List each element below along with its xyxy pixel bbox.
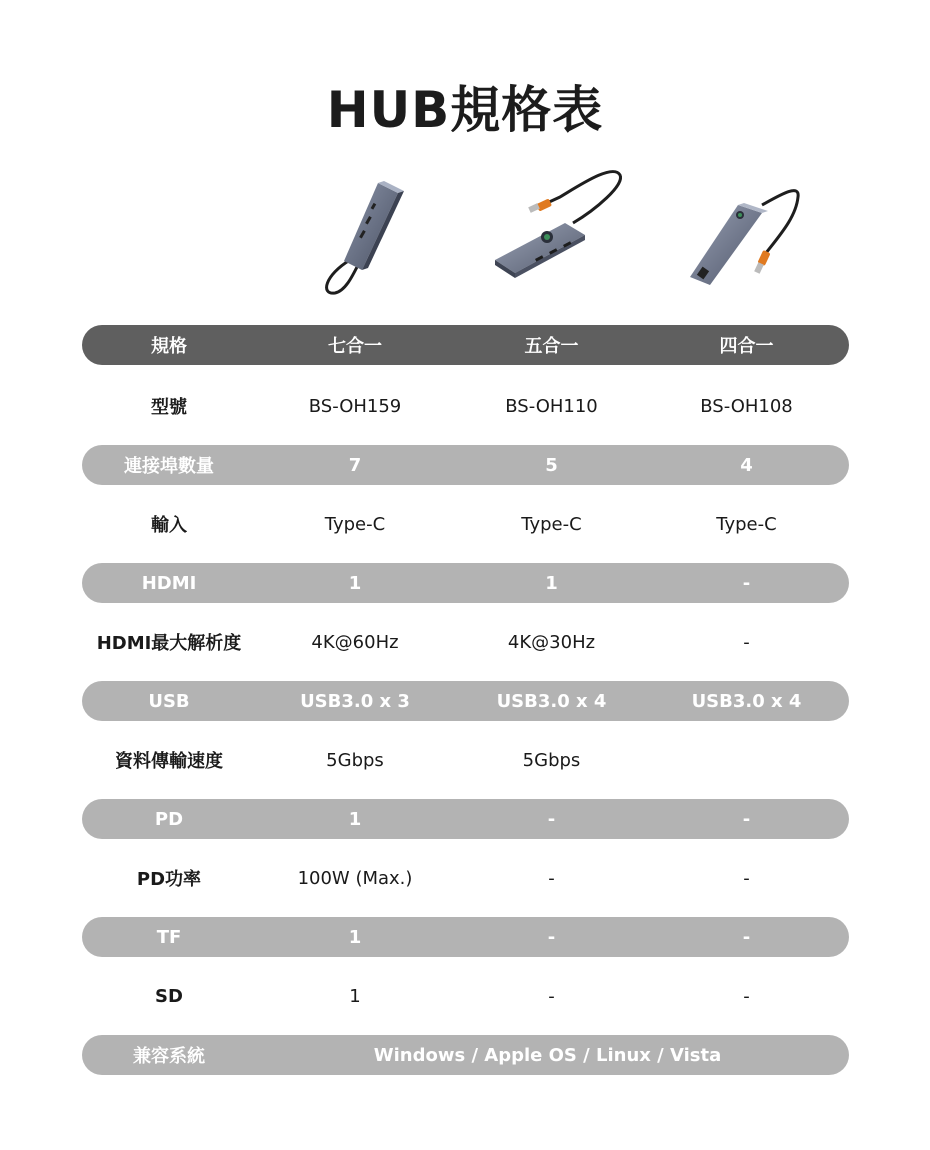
page-title: HUB規格表 <box>326 81 604 139</box>
table-row <box>82 799 849 839</box>
row-label: 連接埠數量 <box>124 456 214 477</box>
cell-value: 5Gbps <box>326 749 384 771</box>
cell-value: 4K@60Hz <box>311 631 399 653</box>
cell-value: BS-OH108 <box>700 395 793 417</box>
row-label: SD <box>155 985 183 1007</box>
table-row <box>82 445 849 485</box>
cell-value: - <box>742 572 751 594</box>
cell-value: Type-C <box>324 513 386 535</box>
table-row <box>82 740 849 780</box>
cell-value: 5Gbps <box>522 749 581 771</box>
cell-value: 1 <box>348 808 362 830</box>
cell-value: 1 <box>348 572 362 594</box>
cell-value: - <box>742 926 751 948</box>
usb-hub-4in1-image <box>680 165 860 305</box>
cell-value: - <box>547 926 556 948</box>
cell-value: BS-OH110 <box>505 395 598 417</box>
table-row <box>82 504 849 544</box>
cell-value: 5 <box>545 454 558 476</box>
row-label: PD <box>154 808 184 830</box>
table-row <box>82 386 849 426</box>
cell-value: - <box>548 867 555 889</box>
usb-hub-5in1-image <box>485 165 665 305</box>
cell-value: 7 <box>348 454 362 476</box>
cell-value: Type-C <box>716 513 777 535</box>
cell-value: - <box>743 631 750 653</box>
table-row <box>82 681 849 721</box>
header-5in1: 五合一 <box>524 336 579 357</box>
header-7in1: 七合一 <box>328 336 382 357</box>
table-row <box>82 976 849 1016</box>
cell-value: 1 <box>348 926 362 948</box>
cell-value: USB3.0 x 4 <box>496 690 607 712</box>
cell-value: 4K@30Hz <box>507 631 596 653</box>
usb-hub-7in1-image <box>300 165 480 305</box>
row-label: USB <box>148 690 190 712</box>
row-label: 輸入 <box>151 515 187 536</box>
table-row <box>82 858 849 898</box>
table-row <box>82 622 849 662</box>
cell-value: 4 <box>740 454 753 476</box>
cell-value: Type-C <box>521 513 582 535</box>
cell-value: BS-OH159 <box>308 395 402 417</box>
cell-value: - <box>743 985 750 1007</box>
table-header-row <box>82 325 849 365</box>
cell-value: 100W (Max.) <box>297 867 413 889</box>
cell-value: 1 <box>349 985 361 1007</box>
cell-value: USB3.0 x 3 <box>300 690 410 712</box>
row-label: HDMI最大解析度 <box>96 633 242 654</box>
row-label: HDMI <box>141 572 197 594</box>
table-row <box>82 563 849 603</box>
row-label: 兼容系統 <box>133 1046 205 1067</box>
header-spec: 規格 <box>151 336 187 357</box>
table-row <box>82 917 849 957</box>
header-4in1: 四合一 <box>719 336 774 357</box>
cell-value: - <box>547 808 556 830</box>
row-label: 資料傳輸速度 <box>115 751 223 772</box>
cell-value: - <box>743 867 750 889</box>
cell-value: USB3.0 x 4 <box>691 690 802 712</box>
row-label: 型號 <box>151 397 187 418</box>
compatible-systems-value: Windows / Apple OS / Linux / Vista <box>373 1044 722 1066</box>
table-footer-row <box>82 1035 849 1075</box>
product-images <box>0 165 930 310</box>
row-label: TF <box>156 926 182 948</box>
cell-value: 1 <box>545 572 558 594</box>
cell-value: - <box>548 985 555 1007</box>
row-label: PD功率 <box>136 869 202 890</box>
cell-value: - <box>742 808 751 830</box>
